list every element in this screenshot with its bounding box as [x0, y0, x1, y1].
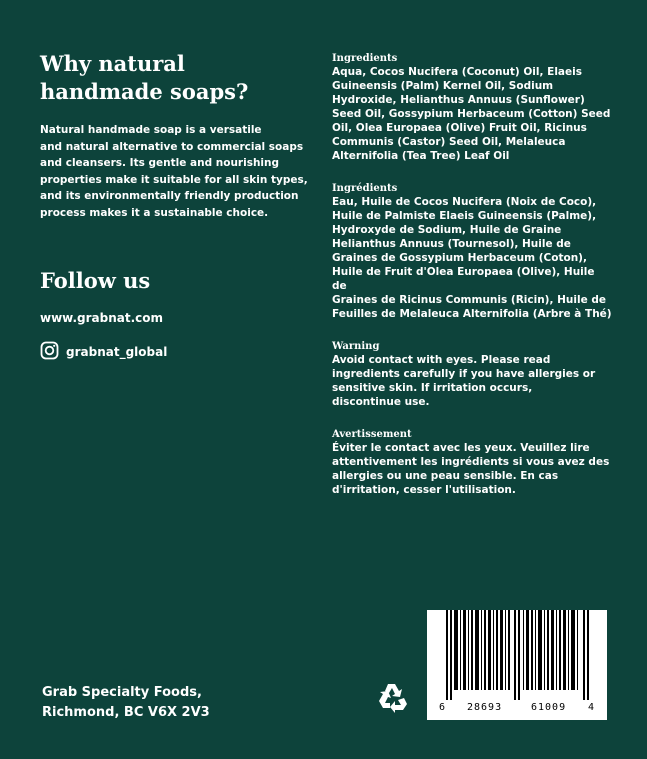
address-line2: Richmond, BC V6X 2V3: [42, 705, 210, 720]
barcode-icon: [446, 610, 591, 700]
instagram-icon: [40, 341, 59, 363]
warning-fr-title: Avertissement: [332, 429, 412, 440]
ingredients-en-body: [332, 65, 612, 163]
warning-en-line: sensitive skin. If irritation occurs,: [332, 382, 533, 394]
intro-line: and natural alternative to commercial soaps: [40, 140, 304, 153]
follow-heading: Follow us: [40, 268, 151, 293]
ingredients-fr-line: Huile de Palmiste Elaeis Guineensis (Palme),: [332, 210, 597, 222]
ingredients-fr-line: Hydroxyde de Sodium, Huile de Graine: [332, 224, 562, 236]
why-heading-line2: handmade soaps?: [40, 79, 249, 104]
intro-line: and cleansers. Its gentle and nourishing: [40, 157, 280, 169]
warning-en-title: Warning: [332, 341, 380, 352]
social-handle: grabnat_global: [66, 345, 168, 359]
ingredients-fr-title: Ingrédients: [332, 183, 398, 194]
social-link[interactable]: [40, 341, 310, 363]
barcode: [427, 610, 607, 720]
barcode-digit-prefix: 6: [439, 702, 446, 713]
warning-fr-body: [332, 441, 612, 497]
left-column: [40, 50, 310, 363]
intro-line: and its environmentally friendly production: [40, 190, 299, 202]
warning-en-line: Avoid contact with eyes. Please read: [332, 354, 551, 366]
ingredients-fr-line: Feuilles de Melaleuca Alternifolia (Arbre à Thé): [332, 308, 612, 320]
warning-fr-line: d'irritation, cesser l'utilisation.: [332, 484, 516, 496]
ingredients-en-line: Alternifolia (Tea Tree) Leaf Oil: [332, 150, 510, 162]
why-heading: [40, 50, 310, 106]
barcode-digit-check: 4: [588, 702, 595, 713]
ingredients-fr-line: Eau, Huile de Cocos Nucifera (Noix de Coco),: [332, 196, 597, 208]
barcode-digit-group1: 28693: [467, 702, 503, 713]
warning-en-line: discontinue use.: [332, 396, 430, 408]
ingredients-en-line: Guineensis (Palm) Kernel Oil, Sodium: [332, 80, 554, 92]
recycle-icon: [376, 680, 410, 718]
warning-fr-line: attentivement les ingrédients si vous avez des: [332, 456, 610, 468]
ingredients-fr-body: [332, 195, 612, 321]
warning-fr-line: Éviter le contact avec les yeux. Veuillez lire: [332, 442, 590, 454]
ingredients-fr-line: Huile de Fruit d'Olea Europaea (Olive), Huile de: [332, 266, 595, 292]
right-column: [332, 53, 612, 517]
website-link[interactable]: www.grabnat.com: [40, 311, 164, 325]
ingredients-fr-section: [332, 183, 612, 321]
ingredients-en-title: Ingredients: [332, 53, 398, 64]
warning-en-body: [332, 353, 612, 409]
ingredients-en-line: Oil, Olea Europaea (Olive) Fruit Oil, Ricinus: [332, 122, 587, 134]
intro-line: process makes it a sustainable choice.: [40, 206, 269, 219]
ingredients-fr-line: Helianthus Annuus (Tournesol), Huile de: [332, 238, 571, 250]
warning-en-line: ingredients carefully if you have allergies or: [332, 368, 596, 380]
why-heading-line1: Why natural: [40, 51, 185, 76]
ingredients-en-line: Communis (Castor) Seed Oil, Melaleuca: [332, 136, 566, 148]
warning-en-section: [332, 341, 612, 409]
ingredients-en-line: Aqua, Cocos Nucifera (Coconut) Oil, Elaeis: [332, 66, 582, 78]
ingredients-en-line: Seed Oil, Gossypium Herbaceum (Cotton) Seed: [332, 108, 611, 120]
address-line1: Grab Specialty Foods,: [42, 685, 202, 700]
warning-fr-section: [332, 429, 612, 497]
company-address: [42, 683, 210, 723]
ingredients-fr-line: Graines de Ricinus Communis (Ricin), Huile de: [332, 294, 606, 306]
intro-paragraph: [40, 122, 310, 221]
intro-line: Natural handmade soap is a versatile: [40, 124, 262, 136]
warning-fr-line: allergies ou une peau sensible. En cas: [332, 470, 559, 482]
ingredients-en-line: Hydroxide, Helianthus Annuus (Sunflower): [332, 94, 585, 106]
ingredients-en-section: [332, 53, 612, 163]
barcode-digit-group2: 61009: [531, 702, 567, 713]
intro-line: properties make it suitable for all skin types,: [40, 173, 308, 186]
ingredients-fr-line: Graines de Gossypium Herbaceum (Coton),: [332, 252, 587, 264]
